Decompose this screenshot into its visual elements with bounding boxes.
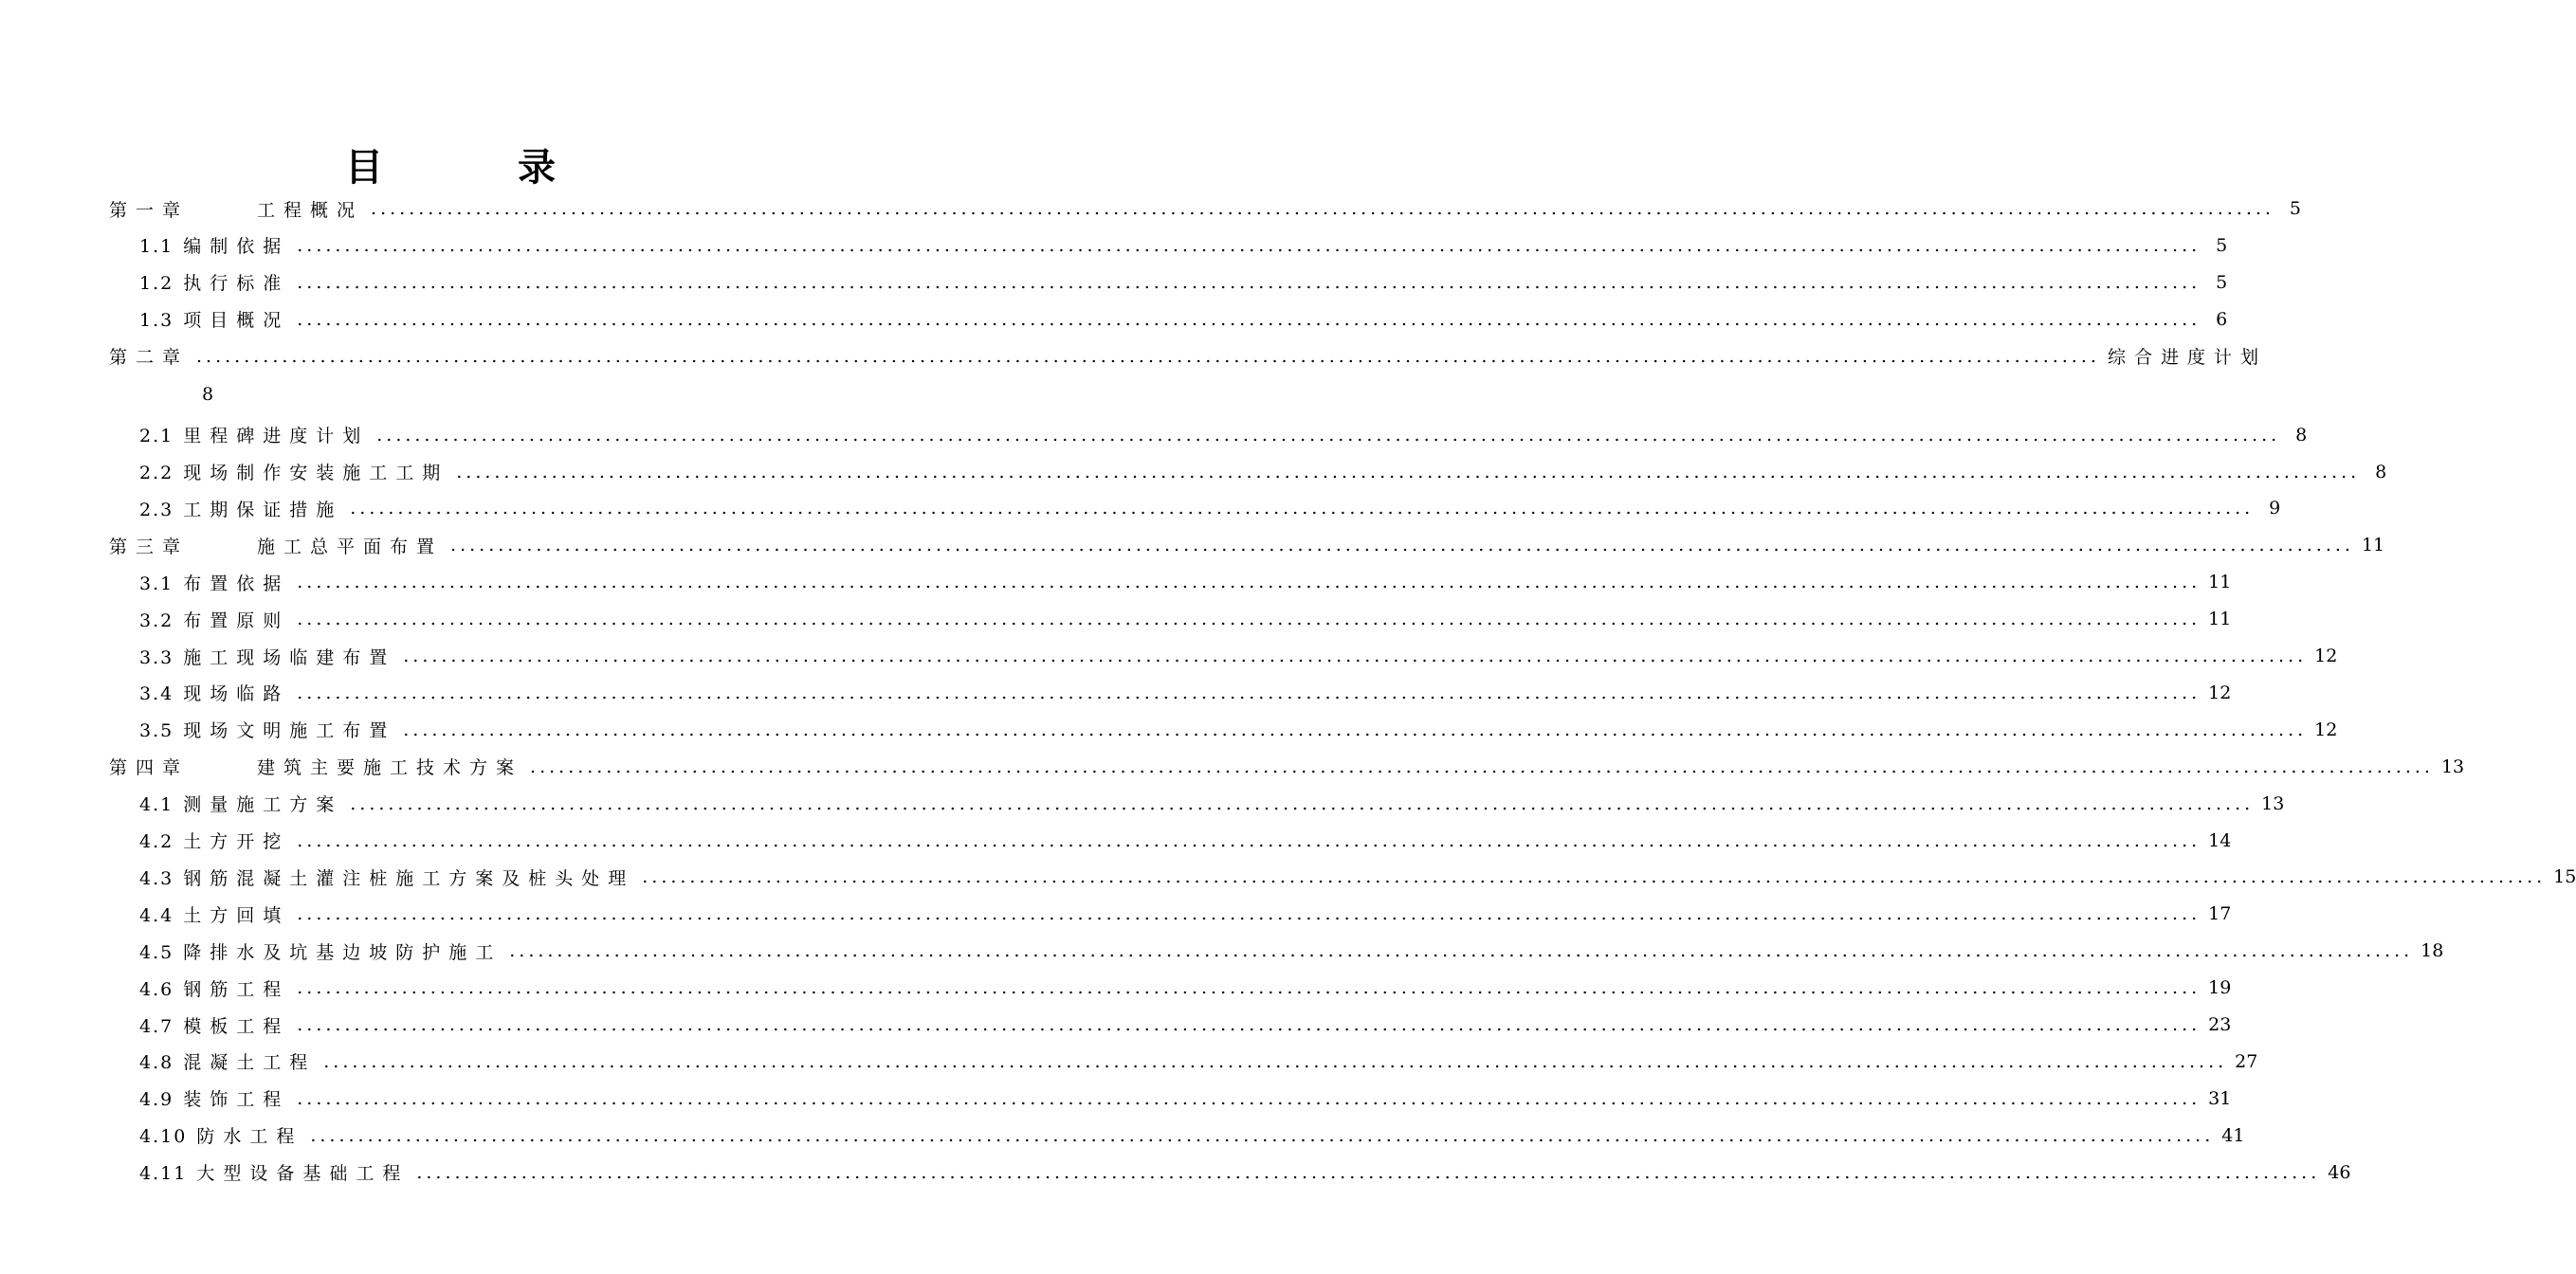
toc-leader-dots: ........................................................................................................................................................................................................ [416, 1161, 2321, 1183]
toc-page-number: 23 [2208, 1014, 2232, 1035]
toc-leader-dots: ........................................................................................................................................................................................................ [403, 646, 2308, 666]
toc-section-entry[interactable] [139, 642, 2338, 670]
toc-section-label [139, 422, 369, 447]
toc-chapter-entry[interactable] [109, 342, 2267, 371]
toc-page-number: 11 [2208, 572, 2232, 593]
toc-leader-dots: ........................................................................................................................................................................................................ [450, 535, 2354, 556]
toc-section-title: 布置依据 [183, 573, 290, 594]
toc-section-number: 4.4 [139, 904, 174, 926]
toc-page-number: 8 [202, 383, 214, 405]
toc-section-entry[interactable] [139, 900, 2232, 928]
toc-section-title: 大型设备基础工程 [196, 1163, 410, 1185]
toc-leader-dots: ........................................................................................................................................................................................................ [297, 234, 2201, 256]
toc-chapter-number: 第一章 [109, 199, 190, 221]
toc-section-label [139, 306, 289, 332]
toc-section-number: 2.2 [139, 463, 174, 483]
toc-section-label [139, 828, 289, 853]
toc-section-entry[interactable] [139, 305, 2228, 334]
toc-section-label [139, 864, 634, 890]
toc-page-number: 13 [2261, 792, 2285, 814]
toc-section-title: 布置原则 [183, 610, 290, 631]
toc-leader-dots: ........................................................................................................................................................................................................ [297, 1087, 2201, 1109]
toc-section-entry[interactable] [139, 716, 2338, 744]
page-title: 目 录 [345, 145, 616, 190]
toc-leader-dots: ........................................................................................................................................................................................................ [310, 1124, 2215, 1146]
toc-page-number: 11 [2361, 535, 2385, 556]
toc-section-label [139, 607, 289, 632]
toc-chapter-title: 工程概况 [257, 199, 364, 221]
toc-section-number: 4.10 [139, 1126, 188, 1148]
toc-page-number: 6 [2216, 308, 2228, 330]
toc-section-entry[interactable] [139, 937, 2444, 965]
toc-leader-dots: ........................................................................................................................................................................................................ [297, 977, 2201, 999]
toc-section-entry[interactable] [139, 568, 2232, 596]
toc-section-entry[interactable] [139, 268, 2228, 297]
toc-page-number: 12 [2208, 682, 2232, 703]
toc-section-entry[interactable] [139, 790, 2285, 818]
toc-section-label [139, 938, 502, 964]
toc-page-number: 5 [2289, 198, 2301, 219]
toc-page-number: 46 [2328, 1161, 2351, 1183]
toc-section-number: 3.3 [139, 646, 174, 668]
toc-section-label [139, 1012, 289, 1038]
toc-leader-dots: ........................................................................................................................................................................................................ [297, 829, 2201, 851]
toc-section-title: 现场文明施工布置 [183, 720, 396, 742]
toc-section-number: 2.3 [139, 499, 174, 520]
toc-chapter-entry[interactable] [109, 531, 2385, 559]
toc-section-title: 里程碑进度计划 [183, 426, 370, 447]
toc-section-entry[interactable] [139, 1158, 2351, 1187]
toc-section-entry[interactable] [139, 679, 2232, 707]
toc-section-entry[interactable] [139, 1084, 2232, 1113]
toc-section-title: 土方回填 [183, 904, 290, 926]
toc-chapter-title: 建筑主要施工技术方案 [257, 757, 523, 779]
toc-section-title: 施工现场临建布置 [183, 646, 396, 668]
toc-page-number: 11 [2208, 609, 2232, 630]
toc-chapter-number: 第三章 [109, 536, 190, 557]
toc-section-number: 4.8 [139, 1052, 174, 1074]
toc-leader-dots: ........................................................................................................................................................................................................ [530, 755, 2434, 777]
toc-section-title: 装饰工程 [183, 1089, 290, 1111]
toc-leader-dots: ........................................................................................................................................................................................................ [403, 719, 2308, 740]
toc-section-number: 3.2 [139, 610, 174, 631]
toc-leader-dots: ........................................................................................................................................................................................................ [297, 609, 2201, 630]
toc-chapter-title: 施工总平面布置 [257, 536, 444, 557]
toc-chapter-number: 第四章 [109, 757, 190, 779]
toc-section-title: 钢筋工程 [183, 978, 290, 1000]
toc-section-number: 4.2 [139, 831, 174, 852]
toc-section-number: 4.3 [139, 867, 174, 889]
toc-section-title: 土方开挖 [183, 831, 290, 852]
toc-chapter-number: 第二章 [109, 347, 190, 369]
toc-leader-dots: ........................................................................................................................................................................................................ [297, 1014, 2201, 1035]
toc-chapter-label [109, 196, 363, 222]
toc-leader-dots: ........................................................................................................................................................................................................ [297, 903, 2201, 925]
toc-section-label [139, 496, 342, 521]
toc-leader-dots: ........................................................................................................................................................................................................ [297, 271, 2201, 293]
toc-section-number: 4.11 [139, 1163, 188, 1185]
toc-chapter-label [109, 533, 443, 558]
toc-leader-dots: ........................................................................................................................................................................................................ [297, 308, 2201, 330]
toc-page-number: 31 [2208, 1087, 2232, 1109]
toc-section-label [139, 269, 289, 295]
toc-page-number: 17 [2208, 903, 2232, 925]
toc-section-label [139, 644, 395, 669]
toc-section-number: 1.1 [139, 236, 174, 258]
toc-section-label [139, 1085, 289, 1111]
toc-page-number: 41 [2221, 1124, 2245, 1146]
toc-section-number: 4.5 [139, 941, 174, 963]
toc-section-entry[interactable] [139, 231, 2228, 260]
toc-section-title: 钢筋混凝土灌注桩施工方案及桩头处理 [183, 867, 635, 889]
toc-page-number: 5 [2216, 234, 2228, 256]
toc-leader-dots: ........................................................................................................................................................................................................ [642, 866, 2547, 888]
toc-section-entry[interactable] [139, 458, 2387, 486]
toc-section-entry[interactable] [139, 1121, 2245, 1150]
toc-page-number: 15 [2553, 866, 2576, 888]
toc-page-number: 27 [2235, 1050, 2258, 1072]
toc-page-number: 12 [2314, 646, 2338, 666]
toc-page-number: 13 [2440, 755, 2465, 777]
toc-section-number: 2.1 [139, 426, 174, 447]
toc-page-number: 8 [2375, 461, 2387, 482]
toc-section-entry[interactable] [139, 421, 2308, 449]
toc-section-label [139, 570, 289, 595]
toc-leader-dots: ........................................................................................................................................................................................................ [323, 1050, 2228, 1072]
toc-leader-dots: ........................................................................................................................................................................................................ [456, 461, 2361, 482]
toc-section-number: 4.1 [139, 794, 174, 816]
toc-section-number: 4.6 [139, 978, 174, 1000]
toc-section-title: 降排水及坑基边坡防护施工 [183, 941, 502, 963]
toc-section-label [139, 1122, 302, 1148]
toc-section-title: 执行标准 [183, 273, 290, 295]
toc-page-number: 19 [2208, 977, 2232, 999]
toc-section-number: 4.7 [139, 1015, 174, 1037]
toc-page-number: 14 [2208, 829, 2232, 851]
toc-section-label [139, 717, 395, 742]
toc-page-number: 12 [2314, 719, 2338, 740]
toc-leader-dots: ........................................................................................................................................................................................................ [376, 424, 2281, 446]
toc-section-title: 模板工程 [183, 1015, 290, 1037]
toc-leader-dots: ........................................................................................................................................................................................................ [371, 198, 2275, 219]
toc-chapter-entry[interactable] [109, 753, 2465, 781]
toc-section-number: 3.1 [139, 573, 174, 594]
toc-section-label [139, 680, 289, 705]
toc-section-entry[interactable] [139, 974, 2232, 1002]
toc-section-entry[interactable] [139, 494, 2281, 522]
toc-section-title: 项目概况 [183, 310, 290, 332]
toc-section-entry[interactable] [139, 1047, 2258, 1076]
toc-section-title: 现场临路 [183, 683, 290, 705]
toc-section-label [139, 901, 289, 927]
toc-section-label [139, 1159, 409, 1185]
toc-leader-dots: ........................................................................................................................................................................................................ [509, 940, 2414, 962]
toc-section-title: 测量施工方案 [183, 794, 343, 816]
toc-section-number: 1.2 [139, 273, 174, 295]
toc-section-entry[interactable] [139, 1010, 2232, 1039]
toc-leader-dots: ........................................................................................................................................................................................................ [350, 792, 2255, 814]
toc-section-number: 3.5 [139, 720, 174, 742]
toc-page-number: 8 [2295, 424, 2308, 446]
toc-leader-dots: ........................................................................................................................................................................................................ [297, 572, 2201, 593]
toc-chapter-entry[interactable] [109, 194, 2301, 223]
toc-section-label [139, 1048, 316, 1074]
toc-page-number: 9 [2269, 498, 2281, 519]
toc-section-number: 1.3 [139, 310, 174, 332]
toc-section-label [139, 459, 448, 484]
toc-chapter-label [109, 754, 522, 779]
toc-section-title: 现场制作安装施工工期 [183, 463, 449, 483]
toc-section-entry[interactable] [139, 863, 2576, 891]
toc-section-title: 编制依据 [183, 236, 290, 258]
toc-page-number: 5 [2216, 271, 2228, 293]
toc-leader-dots: ........................................................................................................................................................................................................ [350, 498, 2255, 519]
toc-section-number: 3.4 [139, 683, 174, 705]
toc-section-title: 工期保证措施 [183, 499, 343, 520]
toc-section-label [139, 791, 342, 816]
toc-section-number: 4.9 [139, 1089, 174, 1111]
toc-leader-dots: ........................................................................................................................................................................................................ [297, 682, 2201, 703]
toc-section-title: 防水工程 [196, 1126, 303, 1148]
toc-section-entry[interactable] [139, 827, 2232, 855]
toc-section-entry[interactable] [139, 605, 2232, 633]
toc-section-label [139, 975, 289, 1001]
toc-leader-dots: ........................................................................................................................................................................................................ [196, 345, 2100, 367]
toc-page-number: 18 [2421, 940, 2444, 962]
toc-section-title: 混凝土工程 [183, 1052, 317, 1074]
toc-section-label [139, 232, 289, 258]
toc-chapter-title: 综合进度计划 [2107, 347, 2267, 369]
toc-chapter-label [109, 343, 189, 369]
